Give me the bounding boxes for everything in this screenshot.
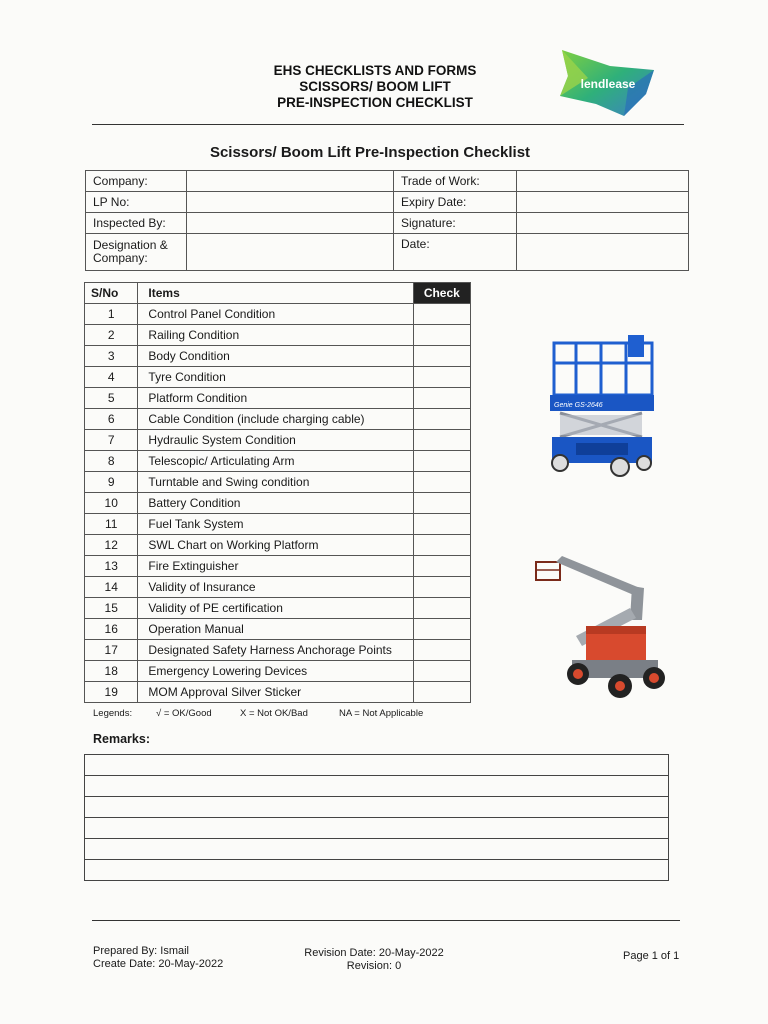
document-header — [170, 63, 580, 111]
check-cell[interactable] — [413, 325, 470, 346]
remarks-line[interactable] — [84, 754, 669, 776]
checklist-row — [85, 619, 471, 640]
row-item: Railing Condition — [138, 325, 413, 346]
check-cell[interactable] — [413, 535, 470, 556]
check-cell[interactable] — [413, 661, 470, 682]
checklist-row — [85, 640, 471, 661]
check-cell[interactable] — [413, 577, 470, 598]
row-number: 15 — [85, 598, 138, 619]
date-field[interactable] — [517, 234, 689, 271]
checklist-row — [85, 535, 471, 556]
checklist-row — [85, 409, 471, 430]
company-label: Company: — [86, 171, 187, 192]
checklist-row — [85, 325, 471, 346]
info-table — [85, 170, 689, 271]
checklist-row — [85, 577, 471, 598]
page-number: Page 1 of 1 — [623, 950, 680, 962]
footer-center — [303, 947, 445, 973]
remarks-line[interactable] — [84, 860, 669, 881]
remarks-line[interactable] — [84, 818, 669, 839]
row-item: Platform Condition — [138, 388, 413, 409]
lp-no-label: LP No: — [86, 192, 187, 213]
check-cell[interactable] — [413, 346, 470, 367]
row-number: 6 — [85, 409, 138, 430]
remarks-line[interactable] — [84, 776, 669, 797]
legend-na: NA = Not Applicable — [339, 708, 424, 719]
row-item: Tyre Condition — [138, 367, 413, 388]
row-number: 11 — [85, 514, 138, 535]
check-cell[interactable] — [413, 556, 470, 577]
row-number: 17 — [85, 640, 138, 661]
create-date: Create Date: 20-May-2022 — [93, 958, 224, 970]
row-number: 1 — [85, 304, 138, 325]
legend-good: √ = OK/Good — [156, 708, 212, 719]
checklist-row — [85, 598, 471, 619]
header-line-3: PRE-INSPECTION CHECKLIST — [277, 95, 473, 110]
row-item: Validity of PE certification — [138, 598, 413, 619]
row-number: 2 — [85, 325, 138, 346]
expiry-date-label: Expiry Date: — [394, 192, 517, 213]
company-field[interactable] — [187, 171, 394, 192]
row-item: MOM Approval Silver Sticker — [138, 682, 413, 703]
check-cell[interactable] — [413, 367, 470, 388]
lp-no-field[interactable] — [187, 192, 394, 213]
row-number: 10 — [85, 493, 138, 514]
row-item: Operation Manual — [138, 619, 413, 640]
prepared-by: Prepared By: Ismail — [93, 945, 189, 957]
header-line-1: EHS CHECKLISTS AND FORMS — [273, 63, 477, 78]
row-item: SWL Chart on Working Platform — [138, 535, 413, 556]
designation-label-line-1: Designation & — [93, 238, 168, 252]
check-cell[interactable] — [413, 640, 470, 661]
row-item: Body Condition — [138, 346, 413, 367]
row-number: 8 — [85, 451, 138, 472]
checklist-row — [85, 430, 471, 451]
row-item: Turntable and Swing condition — [138, 472, 413, 493]
checklist-row — [85, 388, 471, 409]
row-number: 5 — [85, 388, 138, 409]
revision-date: Revision Date: 20-May-2022 — [304, 947, 444, 959]
remarks-line[interactable] — [84, 839, 669, 860]
signature-label: Signature: — [394, 213, 517, 234]
row-number: 3 — [85, 346, 138, 367]
row-item: Control Panel Condition — [138, 304, 413, 325]
remarks-label: Remarks: — [93, 732, 150, 746]
inspected-by-field[interactable] — [187, 213, 394, 234]
form-title: Scissors/ Boom Lift Pre-Inspection Checklist — [209, 144, 531, 161]
check-cell[interactable] — [413, 619, 470, 640]
check-cell[interactable] — [413, 598, 470, 619]
checklist-table — [84, 282, 471, 703]
signature-field[interactable] — [517, 213, 689, 234]
trade-field[interactable] — [517, 171, 689, 192]
check-cell[interactable] — [413, 304, 470, 325]
row-number: 14 — [85, 577, 138, 598]
logo-text: lendlease — [580, 77, 636, 91]
footer-left — [93, 945, 223, 971]
check-cell[interactable] — [413, 451, 470, 472]
row-item: Cable Condition (include charging cable) — [138, 409, 413, 430]
row-item: Designated Safety Harness Anchorage Points — [138, 640, 413, 661]
inspected-by-label: Inspected By: — [86, 213, 187, 234]
col-sno-header: S/No — [85, 283, 138, 304]
col-check-header: Check — [413, 283, 470, 304]
checklist-row — [85, 682, 471, 703]
expiry-date-field[interactable] — [517, 192, 689, 213]
row-number: 9 — [85, 472, 138, 493]
designation-field[interactable] — [187, 234, 394, 271]
checklist-row — [85, 472, 471, 493]
col-items-header: Items — [138, 283, 413, 304]
checklist-row — [85, 367, 471, 388]
revision: Revision: 0 — [346, 960, 402, 972]
footer-divider — [92, 920, 680, 921]
designation-label — [86, 234, 187, 271]
header-line-2: SCISSORS/ BOOM LIFT — [299, 79, 451, 94]
checklist-row — [85, 556, 471, 577]
row-item: Fire Extinguisher — [138, 556, 413, 577]
remarks-line[interactable] — [84, 797, 669, 818]
designation-label-line-2: Company: — [93, 251, 148, 265]
check-cell[interactable] — [413, 682, 470, 703]
row-number: 18 — [85, 661, 138, 682]
row-number: 4 — [85, 367, 138, 388]
checklist-row — [85, 514, 471, 535]
header-divider — [92, 124, 684, 125]
lift-label: Genie GS-2646 — [554, 402, 603, 409]
row-item: Hydraulic System Condition — [138, 430, 413, 451]
check-cell[interactable] — [413, 514, 470, 535]
row-item: Emergency Lowering Devices — [138, 661, 413, 682]
checklist-row — [85, 493, 471, 514]
check-cell[interactable] — [413, 388, 470, 409]
boom-lift-image — [532, 548, 670, 703]
date-label: Date: — [394, 234, 517, 271]
row-number: 7 — [85, 430, 138, 451]
row-number: 13 — [85, 556, 138, 577]
row-item: Fuel Tank System — [138, 514, 413, 535]
row-item: Validity of Insurance — [138, 577, 413, 598]
checklist-row — [85, 661, 471, 682]
scissor-lift-image — [546, 333, 658, 478]
check-cell[interactable] — [413, 430, 470, 451]
checklist-row — [85, 304, 471, 325]
check-cell[interactable] — [413, 409, 470, 430]
legend-bad: X = Not OK/Bad — [240, 708, 308, 719]
trade-label: Trade of Work: — [394, 171, 517, 192]
checklist-row — [85, 346, 471, 367]
legend-label: Legends: — [93, 708, 133, 719]
row-item: Battery Condition — [138, 493, 413, 514]
row-number: 16 — [85, 619, 138, 640]
row-item: Telescopic/ Articulating Arm — [138, 451, 413, 472]
checklist-row — [85, 451, 471, 472]
row-number: 12 — [85, 535, 138, 556]
remarks-box[interactable] — [84, 754, 669, 881]
lendlease-logo — [558, 48, 658, 118]
row-number: 19 — [85, 682, 138, 703]
check-cell[interactable] — [413, 472, 470, 493]
check-cell[interactable] — [413, 493, 470, 514]
